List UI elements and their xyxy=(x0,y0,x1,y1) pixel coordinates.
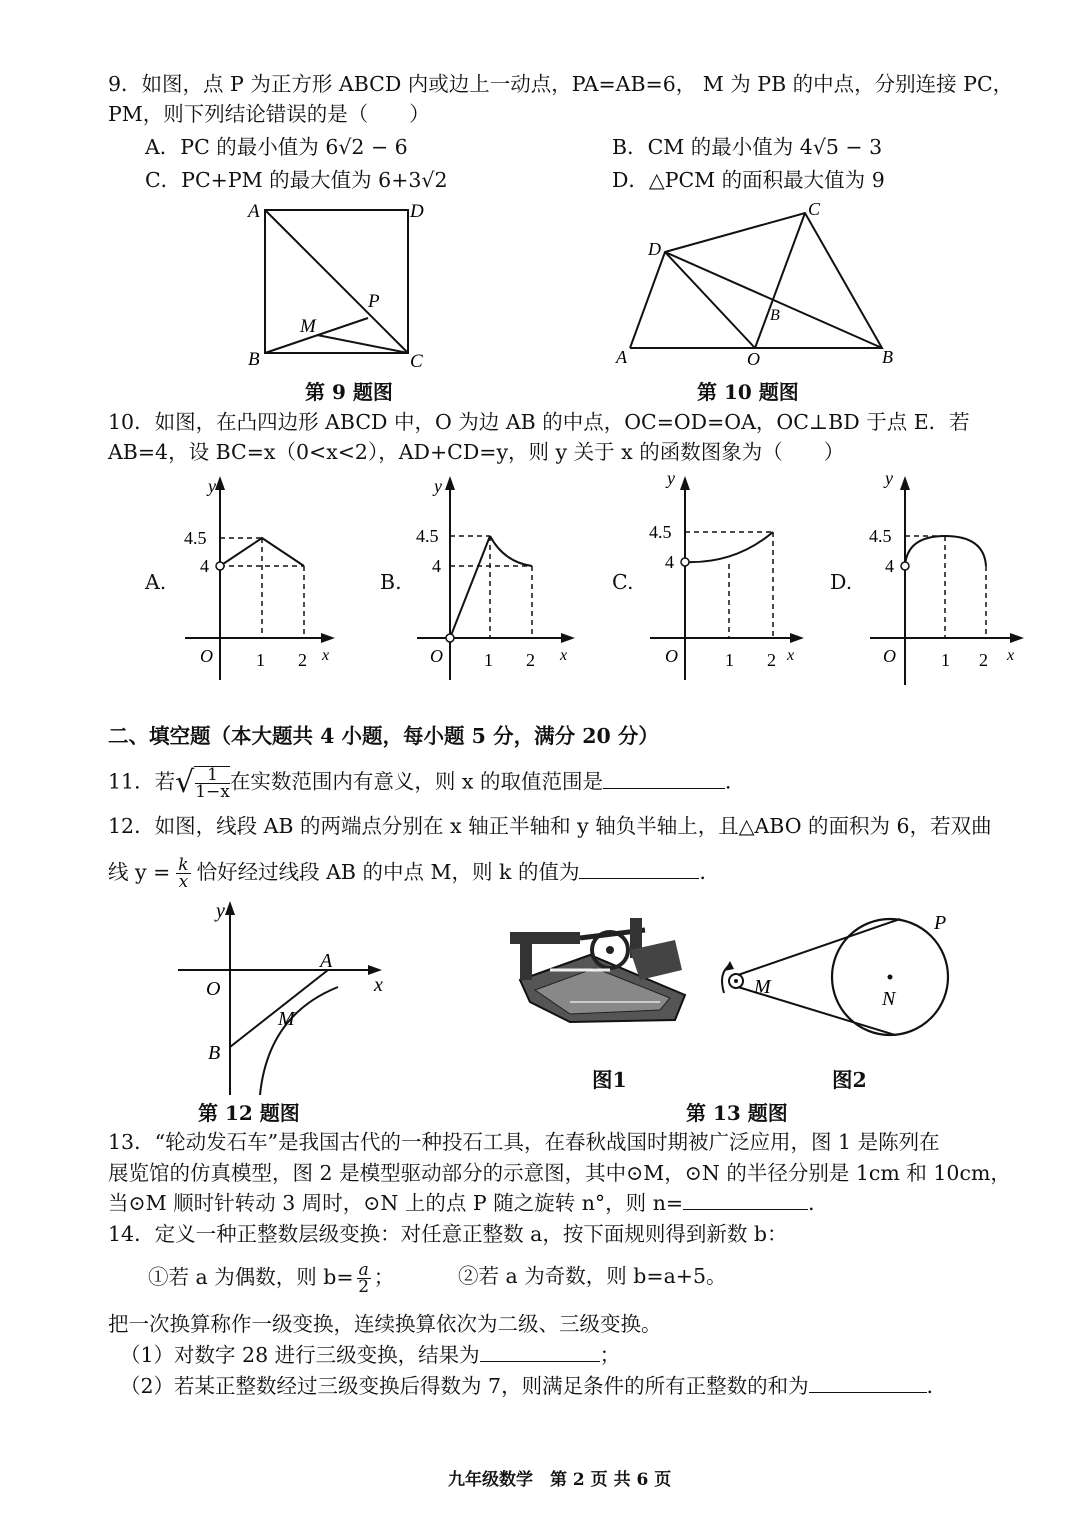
graph-d-tick-high: 4.5 xyxy=(869,526,892,546)
q9-label-m: M xyxy=(300,316,316,337)
graph-b-tick-high: 4.5 xyxy=(416,526,439,546)
q14-rule1-prefix: ①若 a 为偶数，则 b= xyxy=(148,1265,354,1289)
q14-rule1-end: ； xyxy=(373,1265,395,1289)
q9-caption: 第 9 题图 xyxy=(305,380,393,404)
q10-label-a: A xyxy=(616,347,627,367)
q12-frac-num: k xyxy=(178,855,189,875)
q12-line2-suffix: 恰好经过线段 AB 的中点 M，则 k 的值为 xyxy=(196,860,580,884)
q14-sub2-text: （2）若某正整数经过三级变换后得数为 7，则满足条件的所有正整数的和为 xyxy=(120,1374,809,1398)
q14-sub2 xyxy=(120,1372,947,1400)
q12-label-b: B xyxy=(208,1042,221,1064)
q10-label-b: B xyxy=(882,347,893,367)
q9-label-c: C xyxy=(410,351,423,372)
q12-label-a: A xyxy=(320,950,333,972)
q12-line2-prefix: 线 y = xyxy=(108,860,171,884)
q14-sub1-answer-blank[interactable] xyxy=(480,1341,600,1362)
q10-caption: 第 10 题图 xyxy=(697,380,799,404)
graph-c-tick-high: 4.5 xyxy=(649,522,672,542)
q10-figure xyxy=(610,195,910,375)
q14-rule1-num: a xyxy=(358,1260,369,1280)
q13-end: ． xyxy=(808,1191,829,1215)
q9-label-d: D xyxy=(410,201,424,222)
graph-c-x: x xyxy=(787,647,795,664)
q11-frac-den: 1−x xyxy=(195,782,230,802)
graph-b-y: y xyxy=(434,476,442,496)
q12-caption: 第 12 题图 xyxy=(198,1101,300,1125)
graph-a-x: x xyxy=(322,647,330,664)
graph-c-origin: O xyxy=(665,646,678,666)
q12-label-y: y xyxy=(216,900,225,922)
q12-label-o: O xyxy=(206,978,221,1000)
q10-graph-a xyxy=(180,470,340,690)
q9-label-b: B xyxy=(248,349,260,370)
q9-line1: 9．如图，点 P 为正方形 ABCD 内或边上一动点，PA=AB=6， M 为 PB 的中点，分别连接 PC， xyxy=(108,72,1014,96)
graph-a-tick-high: 4.5 xyxy=(184,528,207,548)
graph-d-x1: 1 xyxy=(941,650,950,670)
q14-line1: 14．定义一种正整数层级变换：对任意正整数 a，按下面规则得到新数 b： xyxy=(108,1222,788,1246)
graph-d-tick-low: 4 xyxy=(885,556,894,576)
graph-a-origin: O xyxy=(200,646,213,666)
q13-fig1-label: 图1 xyxy=(592,1068,627,1092)
q9-option-a: A．PC 的最小值为 6√2 − 6 xyxy=(145,135,408,159)
q14-sub1-text: （1）对数字 28 进行三级变换，结果为 xyxy=(120,1343,480,1367)
q10-graph-c xyxy=(645,470,815,690)
q10-line1: 10．如图，在凸四边形 ABCD 中，O 为边 AB 的中点，OC=OD=OA，OC⊥BD 于点 E．若 xyxy=(108,410,970,434)
q9-label-a: A xyxy=(248,201,260,222)
q12-end: ． xyxy=(699,860,720,884)
graph-c-y: y xyxy=(667,468,675,488)
q10-graph-b xyxy=(412,470,582,690)
q11-fraction xyxy=(194,766,230,800)
q12-label-x: x xyxy=(374,974,383,996)
graph-b-x: x xyxy=(560,647,568,664)
graph-d-origin: O xyxy=(883,646,896,666)
q12-figure xyxy=(170,895,400,1100)
q10-label-o: O xyxy=(747,349,760,369)
q10-option-c-label: C. xyxy=(612,570,634,594)
q10-label-e: B xyxy=(770,307,780,324)
graph-d-y: y xyxy=(885,468,893,488)
graph-c-x1: 1 xyxy=(725,650,734,670)
q11-answer-blank[interactable] xyxy=(603,768,725,789)
q13-line3 xyxy=(108,1189,829,1217)
q12-label-m: M xyxy=(278,1008,295,1030)
graph-a-tick-low: 4 xyxy=(200,556,209,576)
q9-option-c: C．PC+PM 的最大值为 6+3√2 xyxy=(145,168,448,192)
q12-answer-blank[interactable] xyxy=(579,858,699,879)
page-footer: 九年级数学 第 2 页 共 6 页 xyxy=(448,1470,672,1490)
q14-rule1-fraction xyxy=(357,1262,371,1295)
q14-sub2-answer-blank[interactable] xyxy=(809,1372,927,1393)
q14-rule1 xyxy=(148,1262,394,1295)
q13-label-m: M xyxy=(754,976,771,998)
q10-graph-d xyxy=(865,470,1035,690)
q13-line1: 13．“轮动发石车”是我国古代的一种投石工具，在春秋战国时期被广泛应用，图 1 是陈列在 xyxy=(108,1130,940,1154)
q13-label-p: P xyxy=(934,912,947,934)
q11-line: 11．若√ $\frac{1}{1-x}$ 在实数范围内有意义，则 x 的取值范围是 ． xyxy=(108,765,746,802)
graph-d-x: x xyxy=(1007,647,1015,664)
q10-option-a-label: A. xyxy=(145,570,167,594)
q13-answer-blank[interactable] xyxy=(683,1189,808,1210)
q11-prefix: 11．若 xyxy=(108,769,176,794)
q13-fig2-label: 图2 xyxy=(832,1068,867,1092)
q10-option-b-label: B. xyxy=(380,570,402,594)
q14-sub1 xyxy=(120,1341,620,1369)
graph-b-x2: 2 xyxy=(526,650,535,670)
q11-frac-num: 1 xyxy=(195,767,230,784)
q9-option-d: D．△PCM 的面积最大值为 9 xyxy=(612,168,885,192)
q9-label-p: P xyxy=(368,291,380,312)
graph-b-x1: 1 xyxy=(484,650,493,670)
q10-line2: AB=4，设 BC=x（0<x<2），AD+CD=y，则 y 关于 x 的函数图象为（ ） xyxy=(108,440,845,464)
q14-rule2: ②若 a 为奇数，则 b=a+5。 xyxy=(458,1264,727,1288)
q10-option-d-label: D. xyxy=(830,570,853,594)
graph-a-y: y xyxy=(208,476,216,496)
q13-pulley-figure xyxy=(710,905,960,1055)
q10-label-c: C xyxy=(808,199,821,219)
q11-suffix: 在实数范围内有意义，则 x 的取值范围是 xyxy=(229,769,603,794)
graph-c-x2: 2 xyxy=(767,650,776,670)
q14-line3: 把一次换算称作一级变换，连续换算依次为二级、三级变换。 xyxy=(108,1312,662,1336)
q9-option-b: B．CM 的最小值为 4√5 − 3 xyxy=(612,135,883,159)
q12-line2 xyxy=(108,857,720,890)
q12-frac-den: x xyxy=(178,872,189,892)
graph-c-tick-low: 4 xyxy=(665,552,674,572)
graph-b-origin: O xyxy=(430,646,443,666)
q12-fraction xyxy=(176,857,190,890)
graph-a-x1: 1 xyxy=(256,650,265,670)
graph-d-x2: 2 xyxy=(979,650,988,670)
graph-b-tick-low: 4 xyxy=(432,556,441,576)
q13-line2: 展览馆的仿真模型，图 2 是模型驱动部分的示意图，其中⊙M，⊙N 的半径分别是 1cm 和 10cm， xyxy=(108,1161,1011,1185)
q13-caption: 第 13 题图 xyxy=(686,1101,788,1125)
q14-sub1-end: ； xyxy=(599,1343,621,1367)
q9-line2: PM，则下列结论错误的是（ ） xyxy=(108,102,430,126)
graph-a-x2: 2 xyxy=(298,650,307,670)
q11-end: ． xyxy=(724,769,746,794)
q13-label-n: N xyxy=(882,988,896,1010)
q12-line1: 12．如图，线段 AB 的两端点分别在 x 轴正半轴和 y 轴负半轴上，且△ABO 的面积为 6，若双曲 xyxy=(108,814,992,838)
q9-figure xyxy=(240,195,440,375)
section-2-title: 二、填空题（本大题共 4 小题，每小题 5 分，满分 20 分） xyxy=(108,724,659,748)
q13-model-image xyxy=(510,910,695,1035)
q10-label-d: D xyxy=(648,239,661,259)
q14-sub2-end: ． xyxy=(926,1374,948,1398)
q13-line3-text: 当⊙M 顺时针转动 3 周时，⊙N 上的点 P 随之旋转 n°，则 n= xyxy=(108,1191,684,1215)
q14-rule1-den: 2 xyxy=(358,1277,370,1297)
